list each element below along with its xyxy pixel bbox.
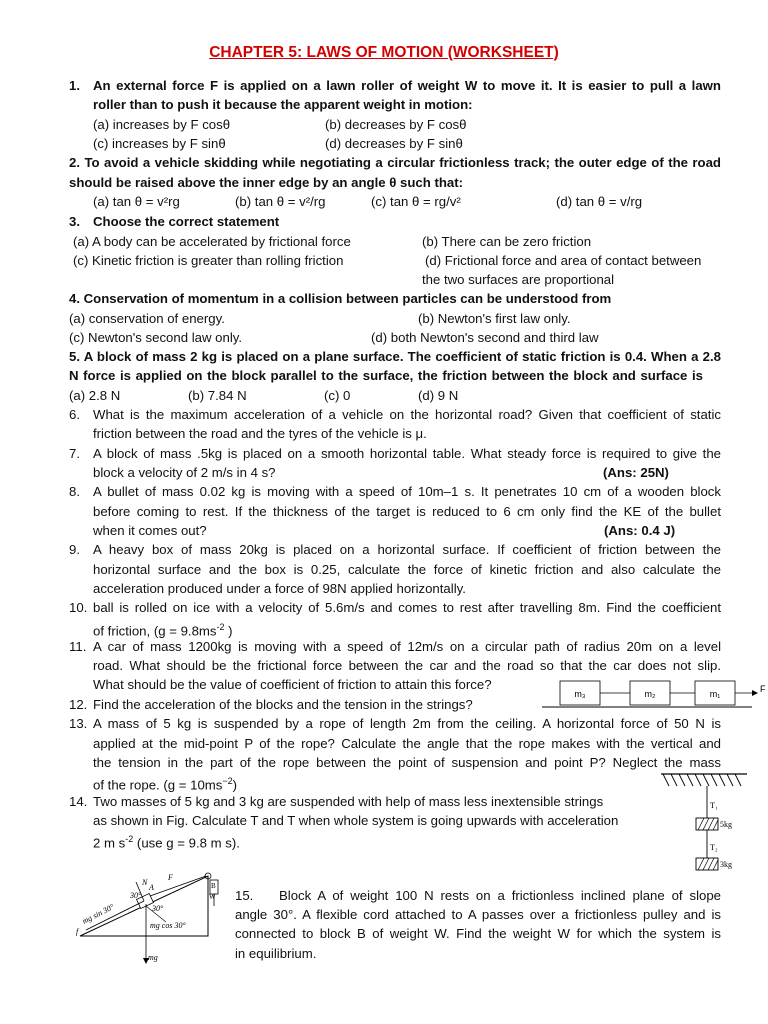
q11-line2: road. What should be the frictional force between the car and the road so that the car does not slip. bbox=[93, 658, 721, 673]
ceiling-hatching bbox=[663, 774, 741, 786]
q7-line2: block a velocity of 2 m/s in 4 s? bbox=[93, 465, 276, 480]
label-f-upper: F bbox=[168, 873, 173, 882]
q13-line1: A mass of 5 kg is suspended by a rope of length 2m from the ceiling. A horizontal force of 50 N is bbox=[93, 716, 721, 731]
label-mg: mg bbox=[148, 953, 158, 962]
cord-line bbox=[150, 876, 206, 896]
q14-superscript: -2 bbox=[125, 834, 134, 844]
q10-line2-end: ) bbox=[224, 623, 233, 639]
label-a: A bbox=[149, 883, 154, 892]
label-n: N bbox=[142, 878, 148, 887]
label-mg-sin: mg sin 30° bbox=[80, 902, 116, 926]
q4-option-c: (c) Newton's second law only. bbox=[69, 330, 243, 345]
mass-5kg-block bbox=[696, 818, 718, 830]
q2-option-b: (b) tan θ = v²/rg bbox=[235, 194, 326, 209]
q15-line4: in equilibrium. bbox=[235, 946, 317, 961]
q5-line2: N force is applied on the block parallel to the surface, the friction between the block and surface is bbox=[69, 368, 703, 383]
q11-line3: What should be the value of coefficient of friction to attain this force? bbox=[93, 677, 492, 692]
page-title: CHAPTER 5: LAWS OF MOTION (WORKSHEET) bbox=[209, 44, 559, 61]
q14-number: 14. bbox=[69, 794, 88, 809]
q5-option-d: (d) 9 N bbox=[418, 388, 459, 403]
q14-line2: as shown in Fig. Calculate T and T when whole system is going upwards with acceleration bbox=[93, 813, 619, 828]
q9-number: 9. bbox=[69, 542, 80, 557]
hanging-masses-figure bbox=[655, 770, 755, 882]
blocks-figure bbox=[530, 676, 768, 710]
q8-line2: before coming to rest. If the thickness of the target is reduced to 6 cm only find the KE of the bullet bbox=[93, 504, 721, 519]
label-t1: T₁ bbox=[710, 801, 718, 810]
q6-number: 6. bbox=[69, 407, 80, 422]
q10-line2-text: of friction, (g = 9.8ms bbox=[93, 623, 217, 639]
label-f-lower: f bbox=[76, 927, 79, 936]
label-mg-cos: mg cos 30° bbox=[150, 921, 186, 930]
q4-line1: 4. Conservation of momentum in a collision between particles can be understood from bbox=[69, 291, 612, 306]
q4-option-b: (b) Newton's first law only. bbox=[418, 311, 571, 326]
q5-line1: 5. A block of mass 2 kg is placed on a plane surface. The coefficient of static friction is 0.4. When a 2.8 bbox=[69, 349, 721, 364]
q2-option-d: (d) tan θ = v/rg bbox=[556, 194, 643, 209]
q9-line2: horizontal surface and the box is 0.25, calculate the force of kinetic friction and also calculate the bbox=[93, 562, 721, 577]
q15-number: 15. bbox=[235, 888, 254, 903]
q8-answer: (Ans: 0.4 J) bbox=[604, 523, 676, 538]
q5-option-a: (a) 2.8 N bbox=[69, 388, 121, 403]
label-w: W bbox=[209, 893, 216, 901]
q2-option-c: (c) tan θ = rg/v² bbox=[371, 194, 461, 209]
q13-line4-end: ) bbox=[232, 777, 238, 793]
q13-line2: applied at the mid-point P of the rope? Calculate the angle that the rope makes with the vertical and bbox=[93, 736, 721, 751]
label-3kg: 3kg bbox=[720, 860, 732, 869]
q14-line3-text: 2 m s bbox=[93, 835, 126, 851]
q7-number: 7. bbox=[69, 446, 80, 461]
q2-line2: should be raised above the inner edge by an angle θ such that: bbox=[69, 175, 464, 190]
q13-line4-text: of the rope. (g = 10ms bbox=[93, 777, 223, 793]
q15-line1: Block A of weight 100 N rests on a frictionless inclined plane of slope bbox=[279, 888, 721, 903]
q12-line1: Find the acceleration of the blocks and the tension in the strings? bbox=[93, 697, 473, 712]
q8-number: 8. bbox=[69, 484, 80, 499]
q3-option-b: (b) There can be zero friction bbox=[422, 234, 592, 249]
q14-line3 bbox=[93, 830, 240, 852]
q4-option-d: (d) both Newton's second and third law bbox=[371, 330, 599, 345]
q3-option-d2: the two surfaces are proportional bbox=[422, 272, 615, 287]
q1-line1: An external force F is applied on a lawn roller of weight W to move it. It is easier to pull a lawn bbox=[93, 78, 721, 93]
q15-line2: angle 30°. A flexible cord attached to A passes over a frictionless pulley and is bbox=[235, 907, 721, 922]
q10-superscript: -2 bbox=[216, 622, 225, 632]
q11-number: 11. bbox=[69, 639, 87, 654]
label-angle-top: 30° bbox=[130, 891, 142, 900]
label-force: F bbox=[760, 684, 766, 694]
q1-option-c: (c) increases by F sinθ bbox=[93, 136, 226, 151]
q1-option-d: (d) decreases by F sinθ bbox=[325, 136, 463, 151]
q2-option-a: (a) tan θ = v²rg bbox=[93, 194, 180, 209]
q14-line3-end: (use g = 9.8 m s). bbox=[133, 835, 240, 851]
q11-line1: A car of mass 1200kg is moving with a speed of 12m/s on a circular path of radius 20m on a level bbox=[93, 639, 721, 654]
q3-option-a: (a) A body can be accelerated by frictional force bbox=[73, 234, 351, 249]
label-5kg: 5kg bbox=[720, 820, 732, 829]
q1-option-b: (b) decreases by F cosθ bbox=[325, 117, 467, 132]
mass-3kg-block bbox=[696, 858, 718, 870]
q7-line1: A block of mass .5kg is placed on a smooth horizontal table. What steady force is required to give the bbox=[93, 446, 721, 461]
label-m2: m₂ bbox=[644, 689, 656, 699]
q12-number: 12. bbox=[69, 697, 88, 712]
q3-number: 3. bbox=[69, 214, 80, 229]
q13-number: 13. bbox=[69, 716, 88, 731]
q3-line1: Choose the correct statement bbox=[93, 214, 280, 229]
q13-superscript: −2 bbox=[222, 776, 233, 786]
label-t2: T₂ bbox=[710, 843, 718, 852]
label-angle-inner: 30° bbox=[152, 904, 164, 913]
q5-option-c: (c) 0 bbox=[324, 388, 351, 403]
q10-line1: ball is rolled on ice with a velocity of 5.6m/s and comes to rest after travelling 8m. Find the coefficient bbox=[93, 600, 721, 615]
q2-line1: 2. To avoid a vehicle skidding while negotiating a circular frictionless track; the outer edge of the road bbox=[69, 155, 721, 170]
q7-answer: (Ans: 25N) bbox=[603, 465, 669, 480]
q8-line3: when it comes out? bbox=[93, 523, 207, 538]
label-m3: m₃ bbox=[574, 689, 586, 699]
q6-line2: friction between the road and the tyres of the vehicle is μ. bbox=[93, 426, 427, 441]
q9-line1: A heavy box of mass 20kg is placed on a horizontal surface. If coefficient of friction between the bbox=[93, 542, 721, 557]
q10-number: 10. bbox=[69, 600, 88, 615]
q8-line1: A bullet of mass 0.02 kg is moving with a speed of 10m–1 s. It penetrates 10 cm of a wooden block bbox=[93, 484, 721, 499]
q1-line2: roller than to push it because the apparent weight in motion: bbox=[93, 97, 473, 112]
q1-option-a: (a) increases by F cosθ bbox=[93, 117, 231, 132]
inclined-plane-figure bbox=[70, 868, 230, 968]
q9-line3: acceleration produced under a force of 98N applied horizontally. bbox=[93, 581, 466, 596]
q14-line1: Two masses of 5 kg and 3 kg are suspended with help of mass less inextensible strings bbox=[93, 794, 604, 809]
q3-option-d1: (d) Frictional force and area of contact between bbox=[425, 253, 702, 268]
q13-line3: the tension in the part of the rope between the point of suspension and point P? Neglect the mass bbox=[93, 755, 721, 770]
q4-option-a: (a) conservation of energy. bbox=[69, 311, 225, 326]
label-b: B bbox=[211, 882, 216, 890]
q3-option-c: (c) Kinetic friction is greater than rolling friction bbox=[73, 253, 344, 268]
q6-line1: What is the maximum acceleration of a vehicle on the horizontal road? Given that coefficient of static bbox=[93, 407, 721, 422]
q15-line3: connected to block B of weight W. Find the weight W for which the system is bbox=[235, 926, 721, 941]
label-m1: m₁ bbox=[709, 689, 721, 699]
force-arrow-head bbox=[752, 690, 758, 696]
q5-option-b: (b) 7.84 N bbox=[188, 388, 247, 403]
q1-number: 1. bbox=[69, 78, 80, 93]
